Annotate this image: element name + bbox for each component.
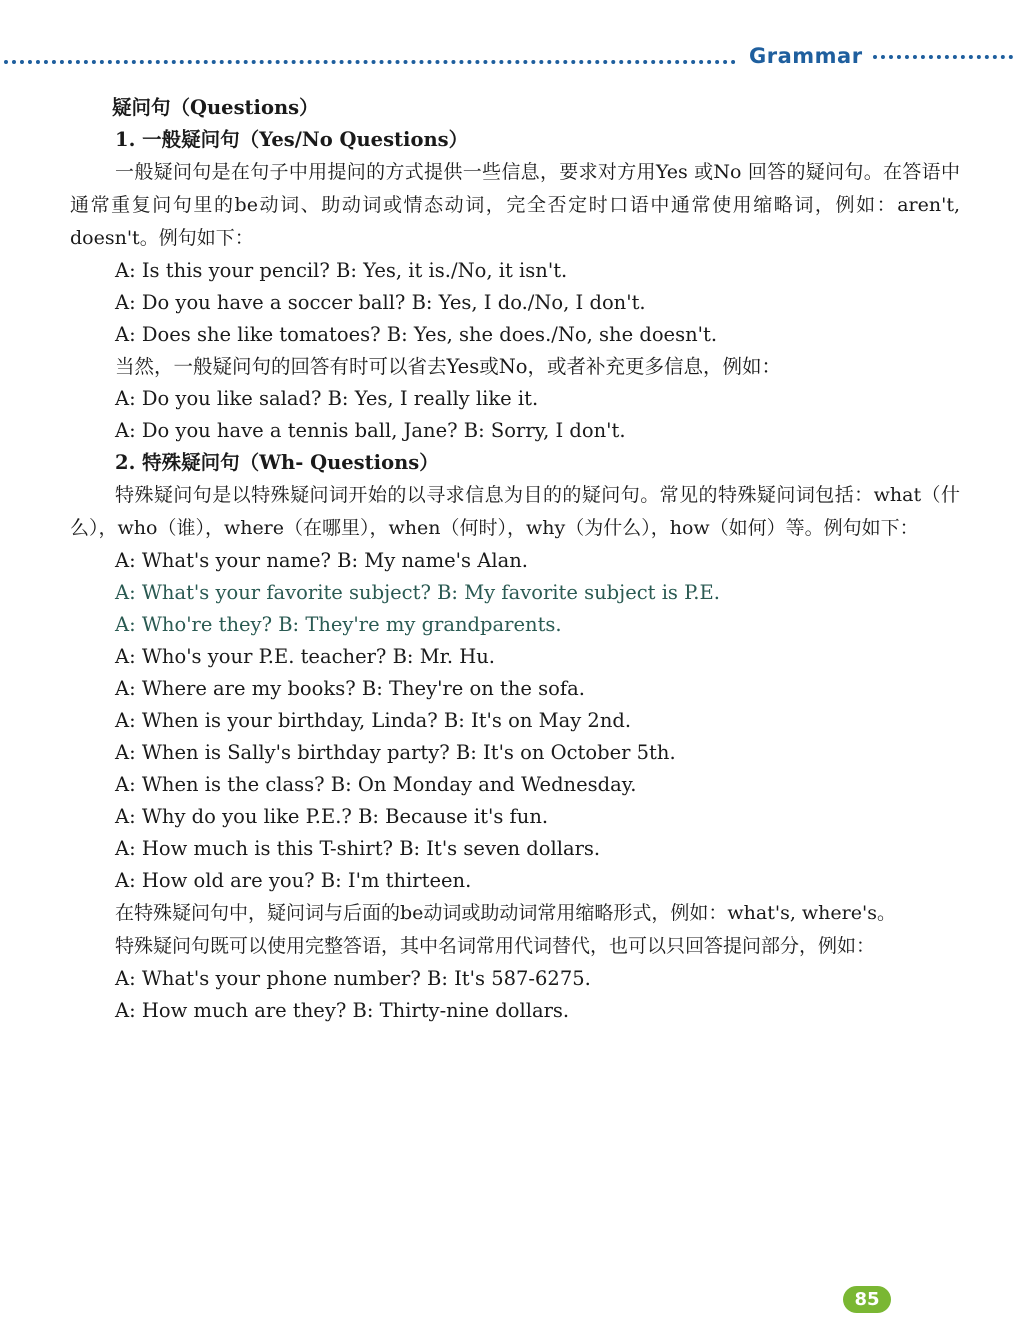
header-dotted-rule-right xyxy=(873,55,1013,59)
example-line: A: How much are they? B: Thirty-nine dollars. xyxy=(115,999,570,1022)
example-line: A: What's your name? B: My name's Alan. xyxy=(115,549,528,572)
header-title: Grammar xyxy=(749,44,863,68)
page-content xyxy=(70,92,960,1027)
section-heading: 疑问句（Questions） xyxy=(112,96,319,119)
example-line: A: When is your birthday, Linda? B: It's on May 2nd. xyxy=(115,709,632,732)
subsection-heading-yes-no: 1. 一般疑问句（Yes/No Questions） xyxy=(115,128,469,151)
subsection-heading-wh: 2. 特殊疑问句（Wh- Questions） xyxy=(115,451,439,474)
example-line: A: When is the class? B: On Monday and Wednesday. xyxy=(115,773,637,796)
example-line: A: Do you have a soccer ball? B: Yes, I do./No, I don't. xyxy=(115,291,646,314)
example-line: A: How much is this T-shirt? B: It's seven dollars. xyxy=(115,837,601,860)
yes-no-intro-paragraph: 一般疑问句是在句子中用提问的方式提供一些信息，要求对方用Yes 或No 回答的疑问句。在答语中通常重复问句里的be动词、助动词或情态动词，完全否定时口语中通常使用缩略词，例如：aren't, doesn't。例句如下： xyxy=(70,161,960,249)
page-header xyxy=(0,42,1024,72)
example-line: A: Is this your pencil? B: Yes, it is./No, it isn't. xyxy=(115,259,568,282)
wh-contraction-note: 在特殊疑问句中，疑问词与后面的be动词或助动词常用缩略形式，例如：what's, where's。 xyxy=(115,902,896,924)
example-line: A: When is Sally's birthday party? B: It's on October 5th. xyxy=(115,741,676,764)
example-line: A: Does she like tomatoes? B: Yes, she does./No, she doesn't. xyxy=(115,323,718,346)
wh-intro-paragraph: 特殊疑问句是以特殊疑问词开始的以寻求信息为目的的疑问句。常见的特殊疑问词包括：what（什么），who（谁），where（在哪里），when（何时），why（为什么），how（如何）等。例句如下： xyxy=(70,484,960,539)
example-line: A: Do you like salad? B: Yes, I really like it. xyxy=(115,387,539,410)
example-line: A: Do you have a tennis ball, Jane? B: Sorry, I don't. xyxy=(115,419,626,442)
example-line: A: Where are my books? B: They're on the sofa. xyxy=(115,677,585,700)
example-line: A: Who's your P.E. teacher? B: Mr. Hu. xyxy=(115,645,495,668)
wh-answer-note: 特殊疑问句既可以使用完整答语，其中名词常用代词替代，也可以只回答提问部分，例如： xyxy=(115,935,876,957)
header-dotted-rule-left xyxy=(4,60,736,64)
example-line: A: Why do you like P.E.? B: Because it's fun. xyxy=(115,805,549,828)
example-line: A: Who're they? B: They're my grandparents. xyxy=(115,613,562,636)
page-number-badge: 85 xyxy=(843,1286,891,1313)
example-line: A: What's your favorite subject? B: My favorite subject is P.E. xyxy=(115,581,720,604)
example-line: A: How old are you? B: I'm thirteen. xyxy=(115,869,472,892)
yes-no-note: 当然，一般疑问句的回答有时可以省去Yes或No，或者补充更多信息，例如： xyxy=(115,355,782,378)
example-line: A: What's your phone number? B: It's 587-6275. xyxy=(115,967,591,990)
